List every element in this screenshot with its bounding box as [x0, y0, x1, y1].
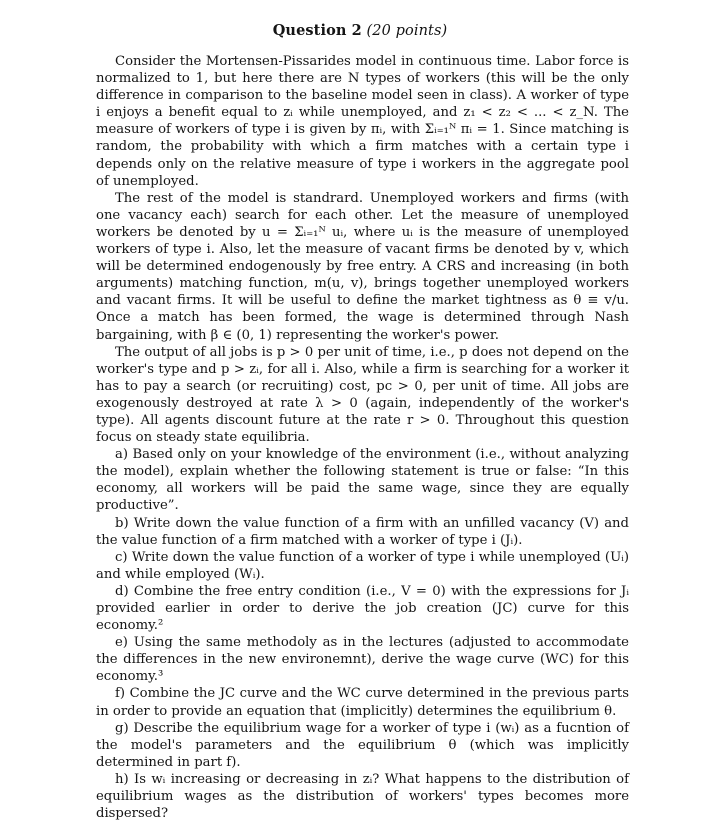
part-e: e) Using the same methodoly as in the lectures (adjusted to accommodate the differences in the new environemnt), derive the wage curve (WC) for this economy.³ — [96, 635, 629, 685]
question-heading — [0, 22, 720, 39]
part-g: g) Describe the equilibrium wage for a worker of type i (wᵢ) as a fucntion of the model's parameters and the equilibrium θ (which was implicitly determined in part f). — [96, 720, 629, 770]
part-h: h) Is wᵢ increasing or decreasing in zᵢ? What happens to the distribution of equilibrium wages as the distribution of workers' types becomes more dispersed? — [96, 771, 629, 822]
paragraph-intro: Consider the Mortensen-Pissarides model in continuous time. Labor force is normalized to 1, but here there are N types of workers (this will be the only difference in comparison to the baseline model seen in class). A worker of type i enjoys a benefit equal to zᵢ while unemployed, and z₁ < z₂ < ... < z_N. The measure of workers of type i is given by πᵢ, with Σᵢ₌₁ᴺ πᵢ = 1. Since matching is random, the probability with which a firm matches with a certain type i depends only on the relative measure of type i workers in the aggregate pool of unemployed. — [96, 54, 629, 189]
question-body — [96, 53, 629, 822]
part-f: f) Combine the JC curve and the WC curve determined in the previous parts in order to provide an equation that (implicitly) determines the equilibrium θ. — [96, 686, 629, 719]
paragraph-model-setup: The rest of the model is standrard. Unemployed workers and firms (with one vacancy each) search for each other. Let the measure of unemployed workers be denoted by u = Σᵢ₌₁ᴺ uᵢ, where uᵢ is the measure of unemployed workers of type i. Also, let the measure of vacant firms be denoted by v, which will be determined endogenously by free entry. A CRS and increasing (in both arguments) matching function, m(u, v), brings together unemployed workers and vacant firms. It will be useful to define the market tightness as θ ≡ v/u. Once a match has been formed, the wage is determined through Nash bargaining, with β ∈ (0, 1) representing the worker's power. — [96, 190, 629, 343]
part-b: b) Write down the value function of a firm with an unfilled vacancy (V) and the value function of a firm matched with a worker of type i (Jᵢ). — [96, 515, 629, 548]
question-title: Question 2 — [272, 22, 362, 39]
part-c: c) Write down the value function of a worker of type i while unemployed (Uᵢ) and while employed (Wᵢ). — [96, 549, 629, 582]
paragraph-output-costs: The output of all jobs is p > 0 per unit of time, i.e., p does not depend on the worker's type and p > zᵢ, for all i. Also, while a firm is searching for a worker it has to pay a search (or recruiting) cost, pc > 0, per unit of time. All jobs are exogenously destroyed at rate λ > 0 (again, independently of the worker's type). All agents discount future at the rate r > 0. Throughout this question focus on steady state equilibria. — [96, 344, 629, 446]
question-points: (20 points) — [366, 23, 448, 39]
part-a: a) Based only on your knowledge of the environment (i.e., without analyzing the model), explain whether the following statement is true or false: “In this economy, all workers will be paid the same wage, since they are equally productive”. — [96, 447, 629, 514]
part-d: d) Combine the free entry condition (i.e., V = 0) with the expressions for Jᵢ provided earlier in order to derive the job creation (JC) curve for this economy.² — [96, 583, 629, 634]
